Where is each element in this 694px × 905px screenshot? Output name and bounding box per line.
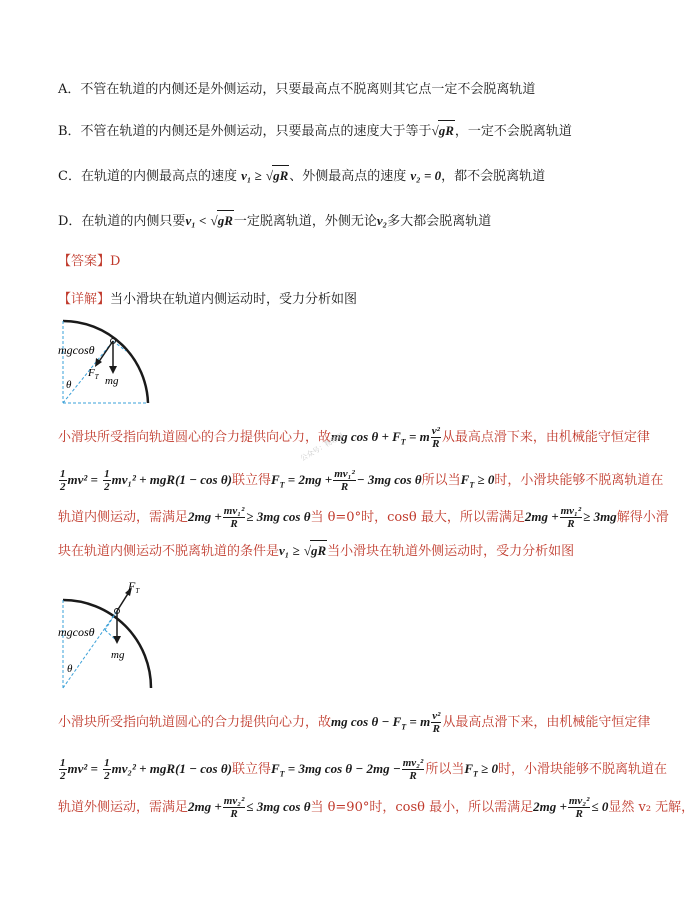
mgcos-label-2: mgcosθ <box>58 625 95 639</box>
force-diagram-inside <box>58 318 158 408</box>
mgcos-label: mgcosθ <box>58 343 95 357</box>
detail-line: 【详解】当小滑块在轨道内侧运动时，受力分析如图 <box>58 292 358 307</box>
para2-line2: $\frac{1}{2}$ mv² = $\frac{1}{2}$ mv₂² + mgR(1 − cos θ)联立得$F_T = 3mg$ cos θ − 2mg − $\frac{\text{mv₂²}}{R}$ 所以当$F_T \ge 0$时，小滑块能够不脱离轨道在 <box>60 757 668 782</box>
option-c: C．在轨道的内侧最高点的速度 v₁ ≥ √gR、外侧最高点的速度 v₂ = 0，都不会脱离轨道 <box>58 165 545 187</box>
ft-label-2: $F_T$ <box>128 579 140 595</box>
theta-label-2: θ <box>67 663 73 675</box>
mg-label-2: mg <box>111 649 125 661</box>
mg-label: mg <box>105 375 119 387</box>
para2-line3: 轨道外侧运动，需满足2mg + $\frac{\text{mv₂²}}{R}$ ≤ 3mg cos θ当 θ=90°时，cosθ 最小，所以需满足2mg + $\frac{\text{mv₂²}}{R}$ ≤ 0显然 v₂ 无解， <box>58 795 694 820</box>
force-diagram-outside <box>58 578 168 690</box>
para2-line1: 小滑块所受指向轨道圆心的合力提供向心力，故mg $\cos \theta - F_T = m$ $\frac{\text{v²}}{R}$ 从最高点滑下来，由机械能守恒定律 <box>58 710 651 735</box>
watermark: 公众号：物理月 <box>299 431 346 463</box>
answer-line: 【答案】D <box>58 254 121 269</box>
option-a: A．不管在轨道的内侧还是外侧运动，只要最高点不脱离则其它点一定不会脱离轨道 <box>58 82 536 97</box>
para1-line3: 轨道内侧运动，需满足2mg + $\frac{\text{mv₁²}}{R}$ ≥ 3mg cos θ当 θ=0°时，cosθ 最大，所以需满足2mg + $\frac{\text{mv₁²}}{R}$ ≥ 3mg解得小滑 <box>58 505 669 530</box>
para1-line4: 块在轨道内侧运动不脱离轨道的条件是v₁ ≥ √gR当小滑块在轨道外侧运动时，受力分析如图 <box>58 540 574 562</box>
theta-label: θ <box>66 379 72 391</box>
para1-line2: $\frac{1}{2}$ mv² = $\frac{1}{2}$ mv₁² + mgR(1 − cos θ)联立得$F_T = 2mg$ + $\frac{\text{mv₁²}}{R}$ − 3mg cos θ所以当$F_T \ge 0$时，小滑块能够不脱离轨道在 <box>60 468 664 493</box>
para1-line1: 小滑块所受指向轨道圆心的合力提供向心力，故mg $\cos \theta + F_T = m$ $\frac{\text{v²}}{R}$ 从最高点滑下来，由机械能守恒定律 <box>58 425 650 450</box>
ft-label: $F_T$ <box>88 367 99 381</box>
option-b: B．不管在轨道的内侧还是外侧运动，只要最高点的速度大于等于√gR，一定不会脱离轨道 <box>58 120 572 142</box>
option-d: D．在轨道的内侧只要v₁ < √gR一定脱离轨道，外侧无论v₂多大都会脱离轨道 <box>58 210 491 232</box>
